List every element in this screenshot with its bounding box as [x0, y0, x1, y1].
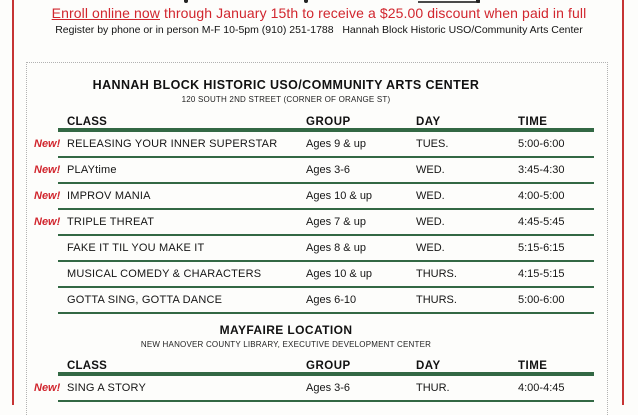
- age-group: Ages 3-6: [306, 382, 351, 394]
- class-name: IMPROV MANIA: [67, 190, 151, 202]
- cropped-text-fragment: [184, 0, 188, 3]
- uso-section-header: [55, 78, 517, 104]
- column-header-time: TIME: [518, 360, 548, 372]
- table-row: [58, 236, 594, 262]
- class-name: SING A STORY: [67, 382, 147, 394]
- class-name: RELEASING YOUR INNER SUPERSTAR: [67, 138, 278, 150]
- register-info-line: Register by phone or in person M-F 10-5pm (910) 251-1788 Hannah Block Historic USO/Community Arts Center: [55, 24, 583, 36]
- enroll-banner-text: through January 15th to receive a $25.00 discount when paid in full: [160, 5, 587, 21]
- table-header-row: [58, 110, 594, 132]
- class-day: THUR.: [416, 382, 450, 394]
- uso-schedule-table: [34, 110, 594, 314]
- class-time: 4:15-5:15: [518, 268, 565, 280]
- class-day: TUES.: [416, 138, 449, 150]
- table-row: [58, 288, 594, 314]
- age-group: Ages 8 & up: [306, 242, 366, 254]
- class-name: TRIPLE THREAT: [67, 216, 155, 228]
- new-badge: New!: [34, 190, 61, 202]
- class-time: 5:15-6:15: [518, 242, 565, 254]
- enroll-banner: [0, 5, 638, 21]
- class-day: WED.: [416, 242, 445, 254]
- right-red-border: [622, 0, 624, 405]
- mayfaire-schedule-table: [34, 354, 594, 402]
- class-time: 4:00-4:45: [518, 382, 565, 394]
- class-time: 4:45-5:45: [518, 216, 565, 228]
- column-header-class: CLASS: [67, 360, 107, 372]
- age-group: Ages 7 & up: [306, 216, 366, 228]
- class-day: WED.: [416, 190, 445, 202]
- cropped-text-fragment: [304, 0, 308, 3]
- new-badge: New!: [34, 164, 61, 176]
- column-header-day: DAY: [416, 116, 441, 128]
- table-row: [58, 262, 594, 288]
- table-header-row: [58, 354, 594, 376]
- column-header-day: DAY: [416, 360, 441, 372]
- column-header-group: GROUP: [306, 360, 351, 372]
- uso-section-address: 120 SOUTH 2ND STREET (CORNER OF ORANGE ST): [181, 95, 391, 104]
- class-time: 5:00-6:00: [518, 294, 565, 306]
- column-header-time: TIME: [518, 116, 548, 128]
- class-time: 3:45-4:30: [518, 164, 565, 176]
- class-day: THURS.: [416, 268, 457, 280]
- left-red-border: [12, 0, 14, 405]
- table-row: [34, 210, 594, 236]
- class-day: WED.: [416, 164, 445, 176]
- schedule-content-box: [26, 62, 608, 415]
- age-group: Ages 10 & up: [306, 268, 373, 280]
- mayfaire-section-address: NEW HANOVER COUNTY LIBRARY, EXECUTIVE DEVELOPMENT CENTER: [140, 340, 432, 349]
- class-name: MUSICAL COMEDY & CHARACTERS: [67, 268, 262, 280]
- class-day: THURS.: [416, 294, 457, 306]
- new-badge: New!: [34, 138, 61, 150]
- column-header-group: GROUP: [306, 116, 351, 128]
- class-name: PLAYtime: [67, 164, 117, 176]
- new-badge: New!: [34, 216, 61, 228]
- class-day: WED.: [416, 216, 445, 228]
- age-group: Ages 6-10: [306, 294, 357, 306]
- age-group: Ages 9 & up: [306, 138, 366, 150]
- mayfaire-section-header: [55, 323, 517, 349]
- table-row: [34, 184, 594, 210]
- age-group: Ages 10 & up: [306, 190, 373, 202]
- class-name: FAKE IT TIL YOU MAKE IT: [67, 242, 205, 254]
- class-time: 4:00-5:00: [518, 190, 565, 202]
- class-name: GOTTA SING, GOTTA DANCE: [67, 294, 223, 306]
- table-row: [34, 376, 594, 402]
- table-row: [34, 132, 594, 158]
- uso-section-title: HANNAH BLOCK HISTORIC USO/COMMUNITY ARTS CENTER: [92, 78, 480, 92]
- column-header-class: CLASS: [67, 116, 107, 128]
- age-group: Ages 3-6: [306, 164, 351, 176]
- mayfaire-section-title: MAYFAIRE LOCATION: [219, 323, 353, 337]
- table-row: [34, 158, 594, 184]
- new-badge: New!: [34, 382, 61, 394]
- enroll-online-link[interactable]: Enroll online now: [51, 5, 160, 21]
- cropped-text-fragment: [418, 1, 480, 3]
- class-time: 5:00-6:00: [518, 138, 565, 150]
